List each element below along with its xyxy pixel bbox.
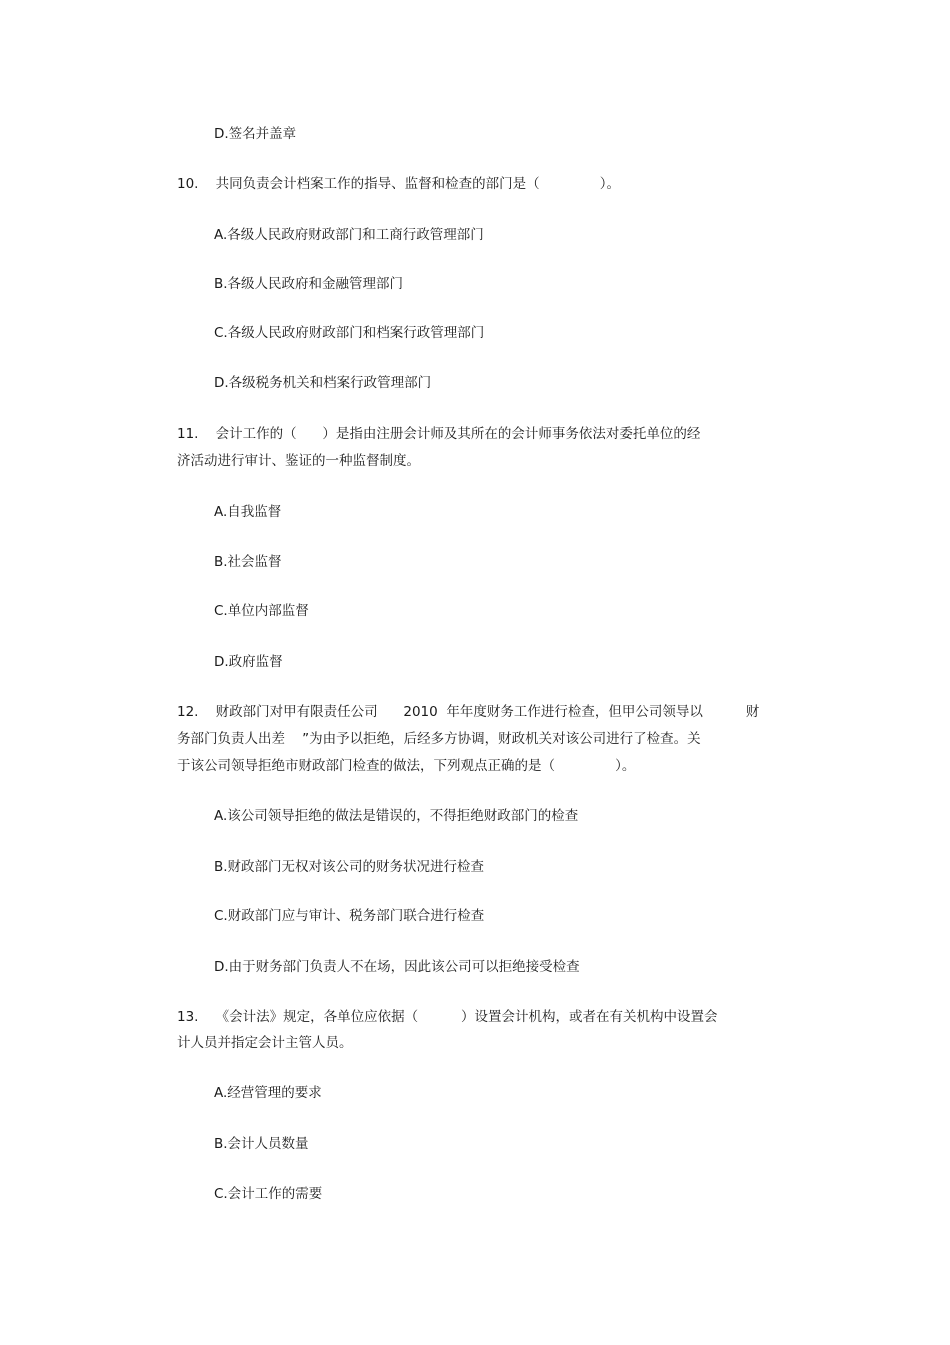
question-11-option-b: B.社会监督 [214, 554, 282, 570]
question-12-option-b: B.财政部门无权对该公司的财务状况进行检查 [214, 859, 485, 875]
question-12-text-line1: 12. 财政部门对甲有限责任公司 2010 年年度财务工作进行检查，但甲公司领导以 财 [177, 704, 760, 720]
question-10-option-a: A.各级人民政府财政部门和工商行政管理部门 [214, 227, 484, 243]
question-12-option-c: C.财政部门应与审计、税务部门联合进行检查 [214, 908, 485, 924]
question-12-option-a: A.该公司领导拒绝的做法是错误的，不得拒绝财政部门的检查 [214, 808, 579, 824]
question-13-option-b: B.会计人员数量 [214, 1136, 309, 1152]
question-11-option-d: D.政府监督 [214, 654, 283, 670]
question-11-option-a: A.自我监督 [214, 504, 282, 520]
question-12-text-line2: 务部门负责人出差 ”为由予以拒绝，后经多方协调，财政机关对该公司进行了检查。关 [177, 731, 701, 747]
question-10-option-c: C.各级人民政府财政部门和档案行政管理部门 [214, 325, 485, 341]
question-10-option-d: D.各级税务机关和档案行政管理部门 [214, 375, 432, 391]
question-11-text-line1: 11. 会计工作的（ ）是指由注册会计师及其所在的会计师事务依法对委托单位的经 [177, 426, 701, 442]
question-13-text-line2: 计人员并指定会计主管人员。 [177, 1035, 353, 1051]
question-13-text-line1: 13. 《会计法》规定，各单位应依据（ ）设置会计机构，或者在有关机构中设置会 [177, 1009, 718, 1025]
question-10-text: 10. 共同负责会计档案工作的指导、监督和检查的部门是（ ）。 [177, 176, 620, 192]
question-12-text-line3: 于该公司领导拒绝市财政部门检查的做法，下列观点正确的是（ ）。 [177, 758, 636, 774]
question-11-option-c: C.单位内部监督 [214, 603, 309, 619]
question-12-option-d: D.由于财务部门负责人不在场，因此该公司可以拒绝接受检查 [214, 959, 580, 975]
question-10-option-b: B.各级人民政府和金融管理部门 [214, 276, 404, 292]
question-13-option-c: C.会计工作的需要 [214, 1186, 323, 1202]
question-13-option-a: A.经营管理的要求 [214, 1085, 322, 1101]
option-d-prev: D.签名并盖章 [214, 126, 297, 142]
question-11-text-line2: 济活动进行审计、鉴证的一种监督制度。 [177, 453, 420, 469]
